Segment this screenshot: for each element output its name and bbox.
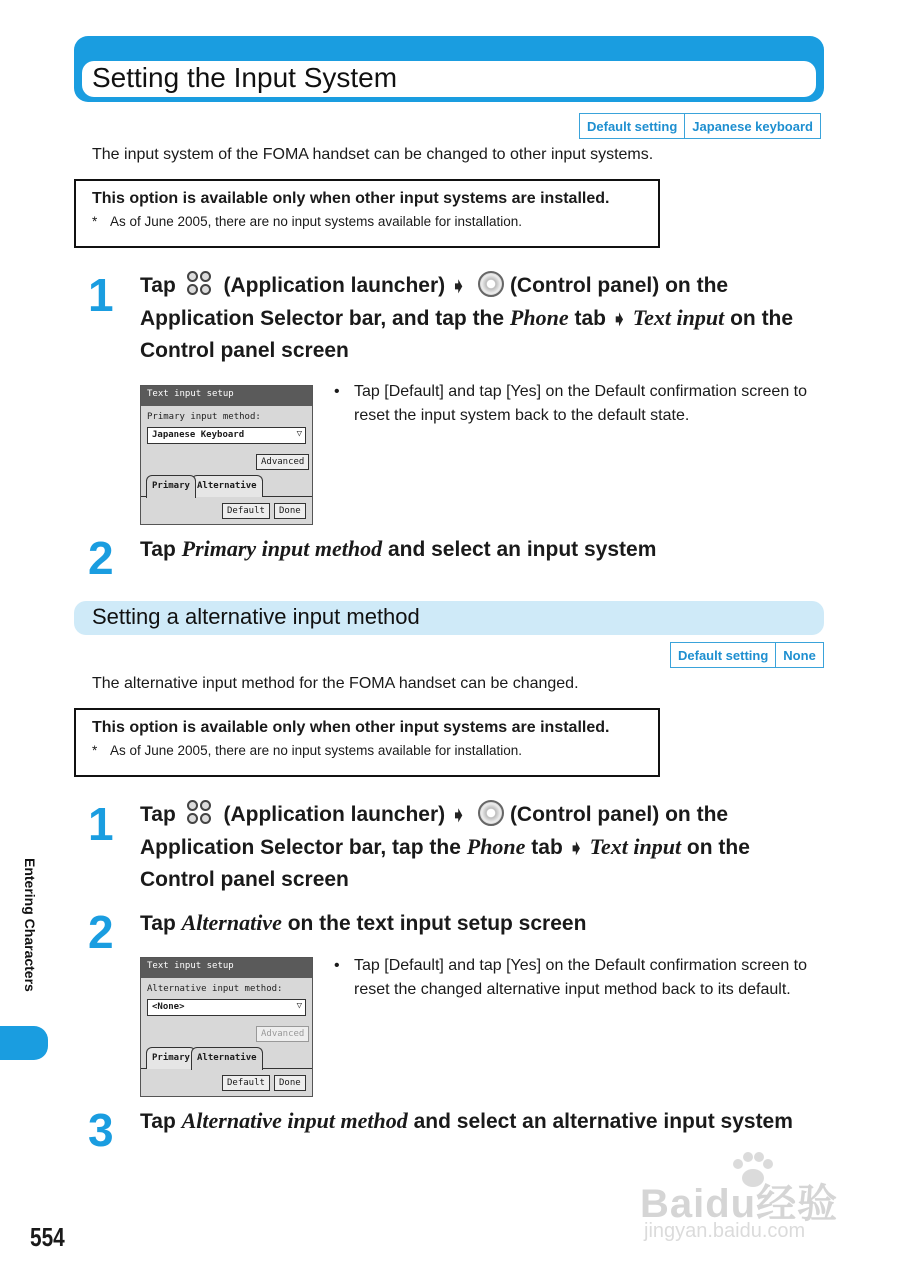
default-setting-value: None <box>775 643 823 667</box>
chevron-down-icon: ▽ <box>296 1001 302 1011</box>
section-header <box>74 601 824 635</box>
step-number: 2 <box>88 906 114 958</box>
watermark-logo: Baidu经验 <box>640 1182 839 1226</box>
default-setting-value: Japanese keyboard <box>684 114 820 138</box>
select-value: Japanese Keyboard <box>152 430 245 440</box>
section-title: Setting a alternative input method <box>92 604 420 629</box>
control-panel-icon <box>478 800 504 826</box>
bullet-note <box>334 380 834 428</box>
note-small <box>92 743 642 758</box>
note-bold: This option is available only when other input systems are installed. <box>92 190 610 207</box>
screen-title: Text input setup <box>141 958 312 978</box>
bullet-text: Tap [Default] and tap [Yes] on the Default confirmation screen to reset the input system back to the default state. <box>354 383 808 424</box>
text-input-setup-screen <box>140 957 313 1097</box>
watermark <box>640 1150 870 1250</box>
step-text-part: Tap <box>140 1110 176 1133</box>
watermark-url: jingyan.baidu.com <box>644 1220 806 1242</box>
note-bold: This option is available only when other input systems are installed. <box>92 719 610 736</box>
text-input-setup-screen <box>140 385 313 525</box>
step-number: 1 <box>88 798 114 850</box>
step-text-part: tab <box>531 836 563 859</box>
intro-text: The input system of the FOMA handset can be changed to other input systems. <box>92 146 654 163</box>
step-text-part: on the Control panel screen <box>140 836 750 891</box>
step-text-part: (Control panel) on the Application Selector bar, tap the <box>140 803 729 859</box>
step-term: Primary input method <box>181 536 383 561</box>
note-small <box>92 214 642 229</box>
arrow-right-icon: ➧ <box>451 276 467 296</box>
done-button[interactable]: Done <box>274 1075 306 1091</box>
step-term: Text input <box>589 834 682 859</box>
tab-alternative[interactable]: Alternative <box>191 1047 263 1070</box>
step-term: Alternative <box>181 910 282 935</box>
chapter-tab <box>0 1026 48 1060</box>
tab-primary[interactable]: Primary <box>146 475 196 498</box>
default-setting-label: Default setting <box>587 118 678 134</box>
advanced-button[interactable]: Advanced <box>256 454 309 470</box>
step-text-part: (Application launcher) <box>223 803 446 826</box>
step-instruction <box>140 533 830 566</box>
tab-alternative[interactable]: Alternative <box>191 475 263 497</box>
default-setting-tag <box>579 113 821 139</box>
bullet-dot: • <box>334 957 340 974</box>
step-term: Text input <box>632 305 725 330</box>
application-launcher-icon <box>186 800 214 826</box>
step-text-part: Tap <box>140 538 176 561</box>
tab-primary[interactable]: Primary <box>146 1047 196 1069</box>
page-title: Setting the Input System <box>92 62 398 93</box>
note-small-text: As of June 2005, there are no input systems available for installation. <box>110 743 522 758</box>
step-instruction <box>140 907 830 940</box>
arrow-right-icon: ➧ <box>611 309 627 329</box>
primary-input-select[interactable] <box>147 427 306 444</box>
title-banner <box>74 36 824 102</box>
default-setting-label: Default setting <box>678 647 769 663</box>
note-asterisk: * <box>92 214 98 229</box>
default-button[interactable]: Default <box>222 503 270 519</box>
step-text-part: on the text input setup screen <box>287 912 587 935</box>
step-text-part: and select an alternative input system <box>413 1110 793 1133</box>
step-instruction <box>140 1105 830 1138</box>
step-number: 3 <box>88 1104 114 1156</box>
page-number: 554 <box>30 1222 65 1252</box>
note-box <box>74 708 660 777</box>
bullet-dot: • <box>334 383 340 400</box>
chapter-side-label: Entering Characters <box>22 858 38 992</box>
step-number: 2 <box>88 532 114 584</box>
bullet-text: Tap [Default] and tap [Yes] on the Default confirmation screen to reset the changed alternative input method back to its default. <box>354 957 808 998</box>
step-text-part: tab <box>574 307 606 330</box>
advanced-button: Advanced <box>256 1026 309 1042</box>
screen-label: Primary input method: <box>147 412 261 422</box>
step-term: Phone <box>466 834 526 859</box>
title-inner <box>82 61 816 97</box>
step-text-part: (Control panel) on the Application Selector bar, and tap the <box>140 274 729 330</box>
step-text-part: Tap <box>140 803 176 826</box>
default-setting-tag <box>670 642 824 668</box>
step-term: Alternative input method <box>181 1108 408 1133</box>
step-instruction <box>140 799 830 896</box>
note-asterisk: * <box>92 743 98 758</box>
arrow-right-icon: ➧ <box>451 805 467 825</box>
screen-title: Text input setup <box>141 386 312 406</box>
step-text-part: (Application launcher) <box>223 274 446 297</box>
screen-label: Alternative input method: <box>147 984 283 994</box>
select-value: <None> <box>152 1002 185 1012</box>
intro-text: The alternative input method for the FOMA handset can be changed. <box>92 675 579 692</box>
control-panel-icon <box>478 271 504 297</box>
note-small-text: As of June 2005, there are no input systems available for installation. <box>110 214 522 229</box>
note-box <box>74 179 660 248</box>
step-text-part: on the Control panel screen <box>140 307 794 362</box>
bullet-note <box>334 954 834 1002</box>
step-term: Phone <box>509 305 569 330</box>
alternative-input-select[interactable] <box>147 999 306 1016</box>
step-number: 1 <box>88 269 114 321</box>
done-button[interactable]: Done <box>274 503 306 519</box>
default-button[interactable]: Default <box>222 1075 270 1091</box>
step-text-part: Tap <box>140 274 176 297</box>
step-instruction <box>140 270 830 367</box>
arrow-right-icon: ➧ <box>568 838 584 858</box>
chevron-down-icon: ▽ <box>296 429 302 439</box>
application-launcher-icon <box>186 271 214 297</box>
step-text-part: Tap <box>140 912 176 935</box>
step-text-part: and select an input system <box>387 538 657 561</box>
